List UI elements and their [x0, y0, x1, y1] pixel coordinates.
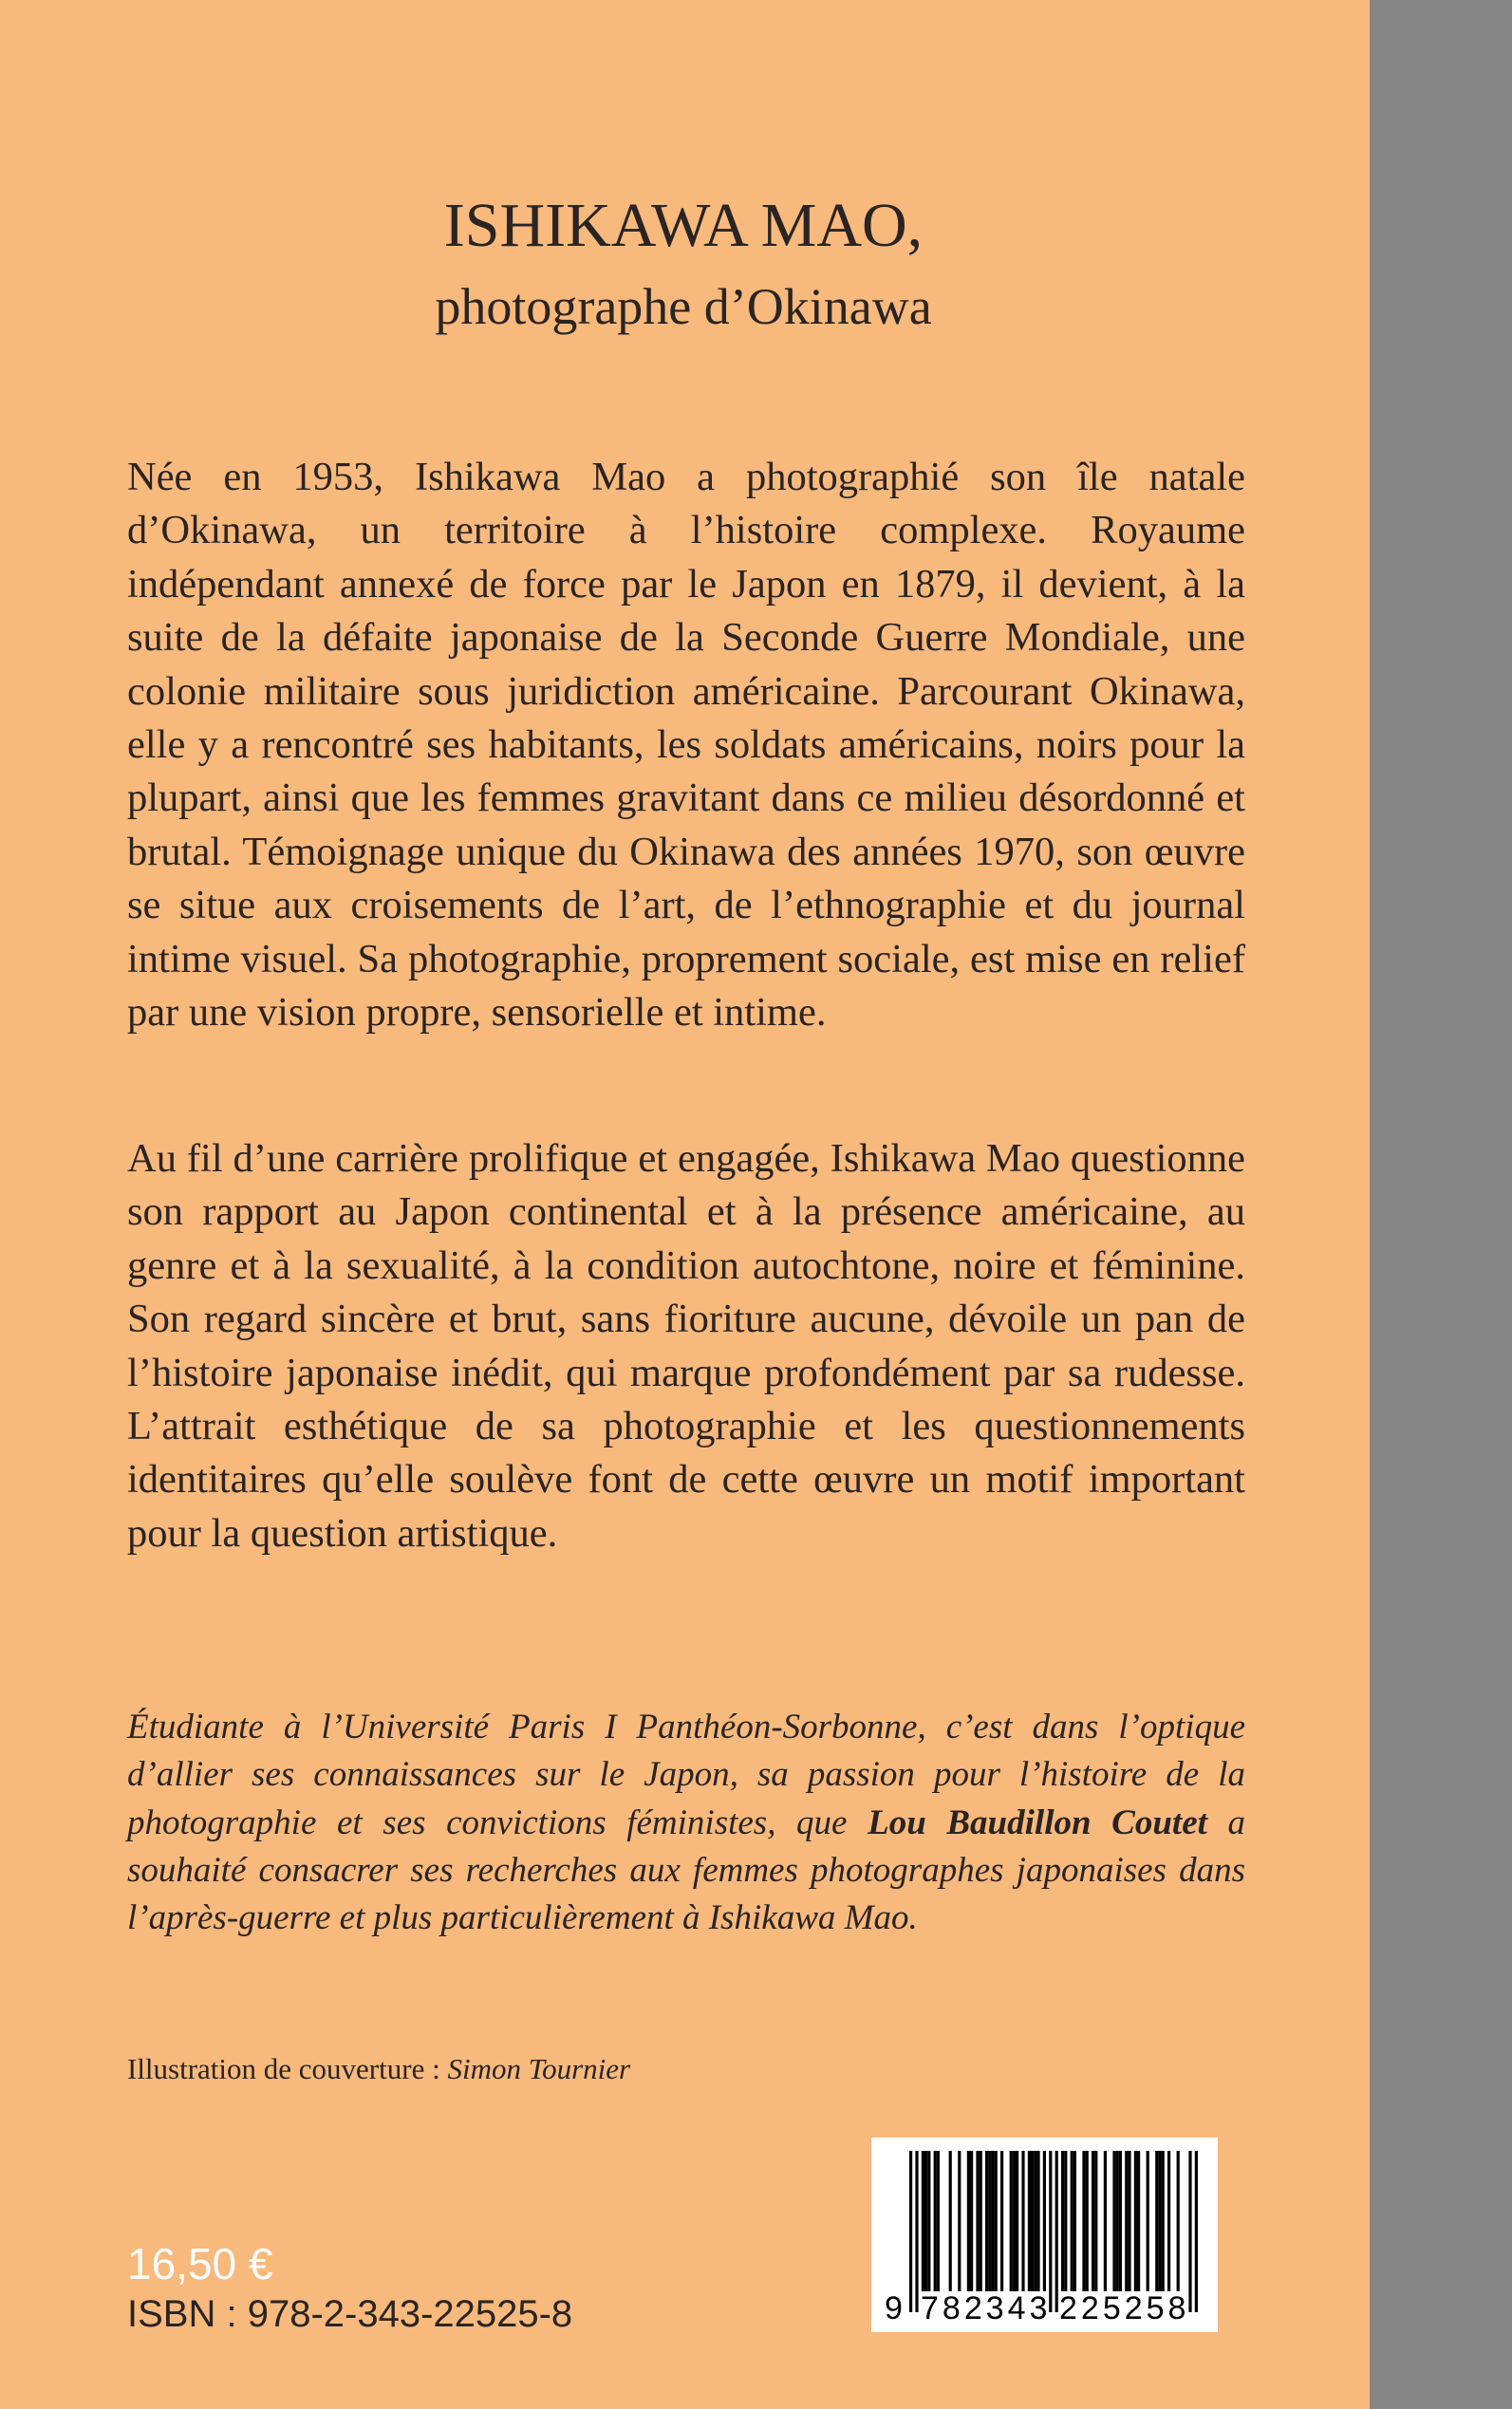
book-spine	[1370, 0, 1512, 2409]
barcode-bar	[1104, 2151, 1107, 2291]
barcode-bar	[1028, 2151, 1031, 2291]
barcode-guard-bar	[1049, 2151, 1052, 2312]
barcode-bar	[1010, 2151, 1013, 2291]
barcode-bar	[1137, 2151, 1140, 2291]
barcode-bar	[967, 2151, 970, 2291]
barcode-bar	[937, 2151, 940, 2291]
barcode-bar	[1036, 2151, 1039, 2291]
barcode-bar	[1064, 2151, 1067, 2291]
barcode-bar	[1016, 2151, 1018, 2291]
barcode-bar	[1082, 2151, 1085, 2291]
barcode-bar	[934, 2151, 937, 2291]
barcode-bar	[1031, 2151, 1034, 2291]
barcode-bar	[1034, 2151, 1036, 2291]
barcode-bar	[1177, 2151, 1180, 2291]
barcode-bar	[1086, 2151, 1089, 2291]
price: 16,50 €	[127, 2239, 273, 2288]
barcode-bar	[995, 2151, 998, 2291]
barcode-bar	[1158, 2151, 1161, 2291]
barcode-bar	[1073, 2151, 1076, 2291]
barcode-bar	[1021, 2151, 1024, 2291]
barcode-bar	[1094, 2151, 1097, 2291]
barcode-bar	[1000, 2151, 1003, 2291]
isbn: ISBN : 978-2-343-22525-8	[127, 2293, 573, 2335]
barcode-bar	[1116, 2151, 1119, 2291]
barcode-bar	[1071, 2151, 1073, 2291]
book-title: ISHIKAWA MAO,	[443, 191, 924, 260]
barcode-bar	[1112, 2151, 1115, 2291]
barcode-guard-bar	[1195, 2151, 1198, 2312]
barcode-bar	[927, 2151, 930, 2291]
barcode-group-left: 782343	[921, 2290, 1052, 2326]
barcode-bar	[1147, 2151, 1149, 2291]
barcode-bar	[980, 2151, 982, 2291]
barcode-bar	[924, 2151, 927, 2291]
barcode-bar	[991, 2151, 994, 2291]
barcode-bar	[985, 2151, 988, 2291]
author-bio	[127, 1704, 1245, 1942]
barcode-digit-first: 9	[885, 2290, 903, 2326]
barcode-guard-bar	[909, 2151, 912, 2312]
barcode-bar	[1061, 2151, 1064, 2291]
barcode-bar	[1119, 2151, 1122, 2291]
barcode-bar	[1128, 2151, 1130, 2291]
summary-paragraph-1: Née en 1953, Ishikawa Mao a photographié son île natale d’Okinawa, un territoire à l’histoire complexe. Royaume indépendant annexé de force par le Japon en 1879, il devient, à la suite de la défaite japonaise de la Seconde Guerre Mondiale, une colonie militaire sous juridiction américaine. Parcourant Okinawa, elle y a rencontré ses habitants, les soldats américains, noirs pour la plupart, ainsi que les femmes gravitant dans ce milieu désordonné et brutal. Témoignage unique du Okinawa des années 1970, son œuvre se situe aux croisements de l’art, de l’ethnographie et du journal intime visuel. Sa photographie, proprement sociale, est mise en relief par une vision propre, sensorielle et intime.	[127, 455, 1245, 1036]
barcode-bar	[1125, 2151, 1128, 2291]
barcode-bar	[1162, 2151, 1165, 2291]
barcode-bar	[1167, 2151, 1170, 2291]
barcode-bar	[1134, 2151, 1137, 2291]
summary-paragraph-2: Au fil d’une carrière prolifique et engagée, Ishikawa Mao questionne son rapport au Japon continental et à la présence américaine, au genre et à la sexualité, à la condition autochtone, noire et féminine. Son regard sincère et brut, sans fioriture aucune, dévoile un pan de l’histoire japonaise inédit, qui marque profondément par sa rudesse. L’attrait esthétique de sa photographie et les questionnements identitaires qu’elle soulève font de cette œuvre un motif important pour la question artistique.	[127, 1136, 1245, 1556]
barcode-bar	[958, 2151, 961, 2291]
cover-illustrator: Simon Tournier	[447, 2052, 631, 2085]
cover-credit	[127, 2050, 630, 2088]
barcode-guard-bar	[1188, 2151, 1191, 2312]
barcode-bar	[922, 2151, 924, 2291]
barcode-bar	[1155, 2151, 1158, 2291]
barcode-bar	[976, 2151, 979, 2291]
author-name: Lou Baudillon Coutet	[868, 1802, 1207, 1842]
barcode-bar	[970, 2151, 973, 2291]
barcode-group-right: 225258	[1059, 2290, 1190, 2326]
book-subtitle: photographe d’Okinawa	[435, 278, 932, 335]
barcode-bar	[988, 2151, 991, 2291]
cover-credit-label: Illustration de couverture :	[127, 2052, 448, 2085]
barcode	[871, 2138, 1218, 2332]
barcode-bar	[1092, 2151, 1094, 2291]
barcode-guard-bar	[1055, 2151, 1058, 2312]
barcode-guard-bar	[915, 2151, 918, 2312]
barcode-bar	[1013, 2151, 1016, 2291]
barcode-bar	[1043, 2151, 1046, 2291]
author-bio-intro: Étudiante à l’Université Paris I Panthéon-Sorbonne, c’est dans l’optique d’allier ses connaissances sur le Japon, sa passion pour l’histoire de la photographie et ses convictions féministes, que	[127, 1708, 1245, 1842]
author-bio-rest: a souhaité consacrer ses recherches aux femmes photographes japonaises dans l’après-guerre et plus particulièrement à Ishikawa Mao.	[127, 1802, 1246, 1938]
barcode-bar	[949, 2151, 952, 2291]
